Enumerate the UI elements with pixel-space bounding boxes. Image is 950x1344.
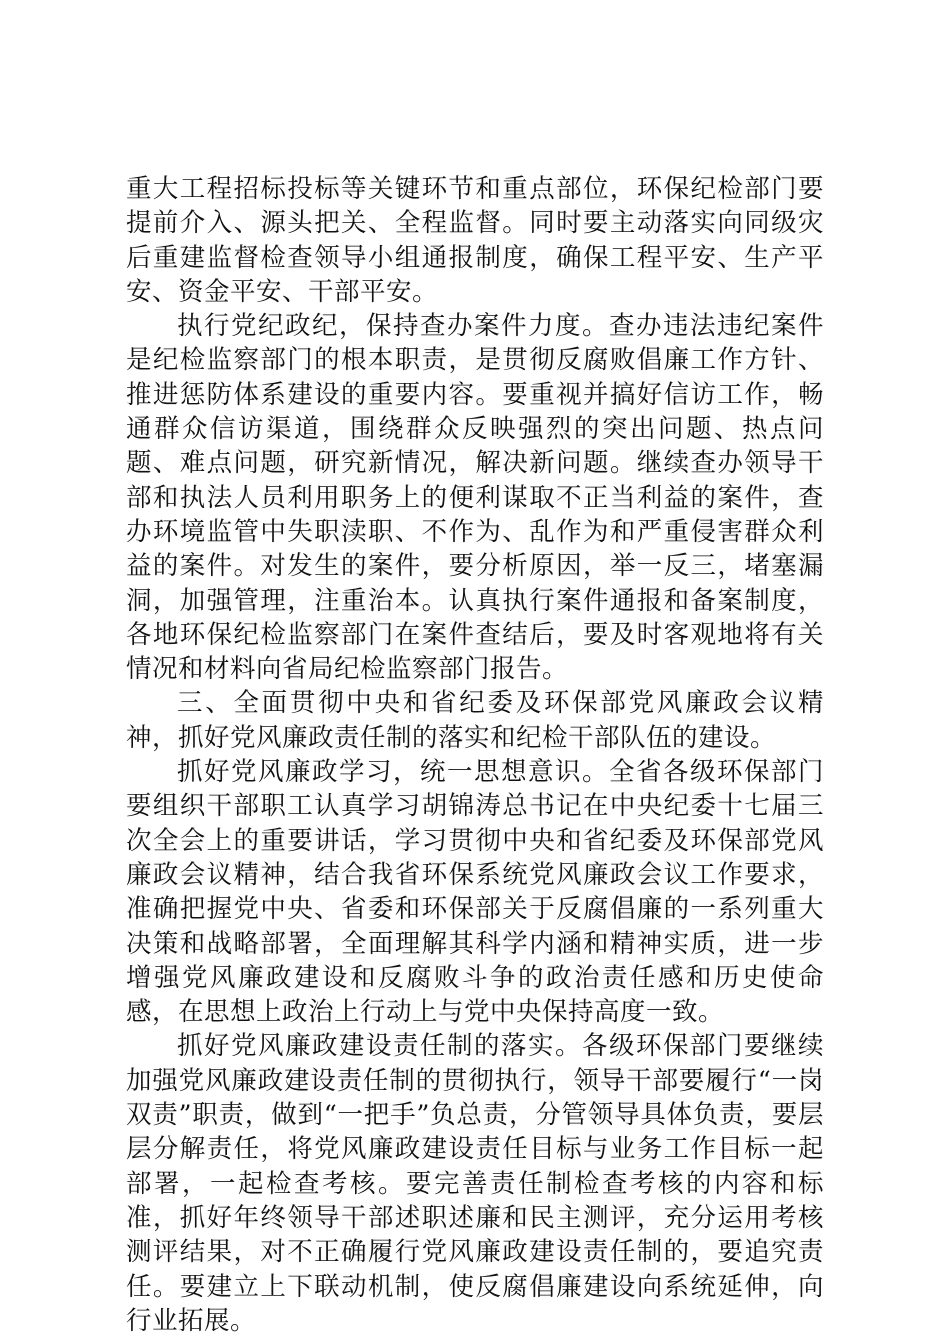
paragraph-study: 抓好党风廉政学习，统一思想意识。全省各级环保部门要组织干部职工认真学习胡锦涛总书记在中央纪委十七届三次全会上的重要讲话，学习贯彻中央和省纪委及环保部党风廉政会议精神，结合我省环保系统党风廉政会议工作要求，准确把握党中央、省委和环保部关于反腐倡廉的一系列重大决策和战略部署，全面理解其科学内涵和精神实质，进一步增强党风廉政建设和反腐败斗争的政治责任感和历史使命感，在思想上政治上行动上与党中央保持高度一致。 xyxy=(126,757,824,1028)
paragraph-case-handling: 执行党纪政纪，保持查办案件力度。查办违法违纪案件是纪检监察部门的根本职责，是贯彻反腐败倡廉工作方针、推进惩防体系建设的重要内容。要重视并搞好信访工作，畅通群众信访渠道，围绕群众反映强烈的突出问题、热点问题、难点问题，研究新情况，解决新问题。继续查办领导干部和执法人员利用职务上的便利谋取不正当利益的案件，查办环境监管中失职渎职、不作为、乱作为和严重侵害群众利益的案件。对发生的案件，要分析原因，举一反三，堵塞漏洞，加强管理，注重治本。认真执行案件通报和备案制度，各地环保纪检监察部门在案件查结后，要及时客观地将有关情况和材料向省局纪检监察部门报告。 xyxy=(126,311,824,685)
paragraph-continued: 重大工程招标投标等关键环节和重点部位，环保纪检部门要提前介入、源头把关、全程监督。同时要主动落实向同级灾后重建监督检查领导小组通报制度，确保工程平安、生产平安、资金平安、干部平安。 xyxy=(126,174,824,307)
paragraph-responsibility: 抓好党风廉政建设责任制的落实。各级环保部门要继续加强党风廉政建设责任制的贯彻执行，领导干部要履行“一岗双责”职责，做到“一把手”负总责，分管领导具体负责，要层层分解责任，将党风廉政建设责任目标与业务工作目标一起部署，一起检查考核。要完善责任制检查考核的内容和标准，抓好年终领导干部述职述廉和民主测评，充分运用考核测评结果，对不正确履行党风廉政建设责任制的，要追究责任。要建立上下联动机制，使反腐倡廉建设向系统延伸，向行业拓展。 xyxy=(126,1031,824,1336)
section-heading-three: 三、全面贯彻中央和省纪委及环保部党风廉政会议精神，抓好党风廉政责任制的落实和纪检干部队伍的建设。 xyxy=(126,688,824,753)
document-body xyxy=(126,172,824,1338)
